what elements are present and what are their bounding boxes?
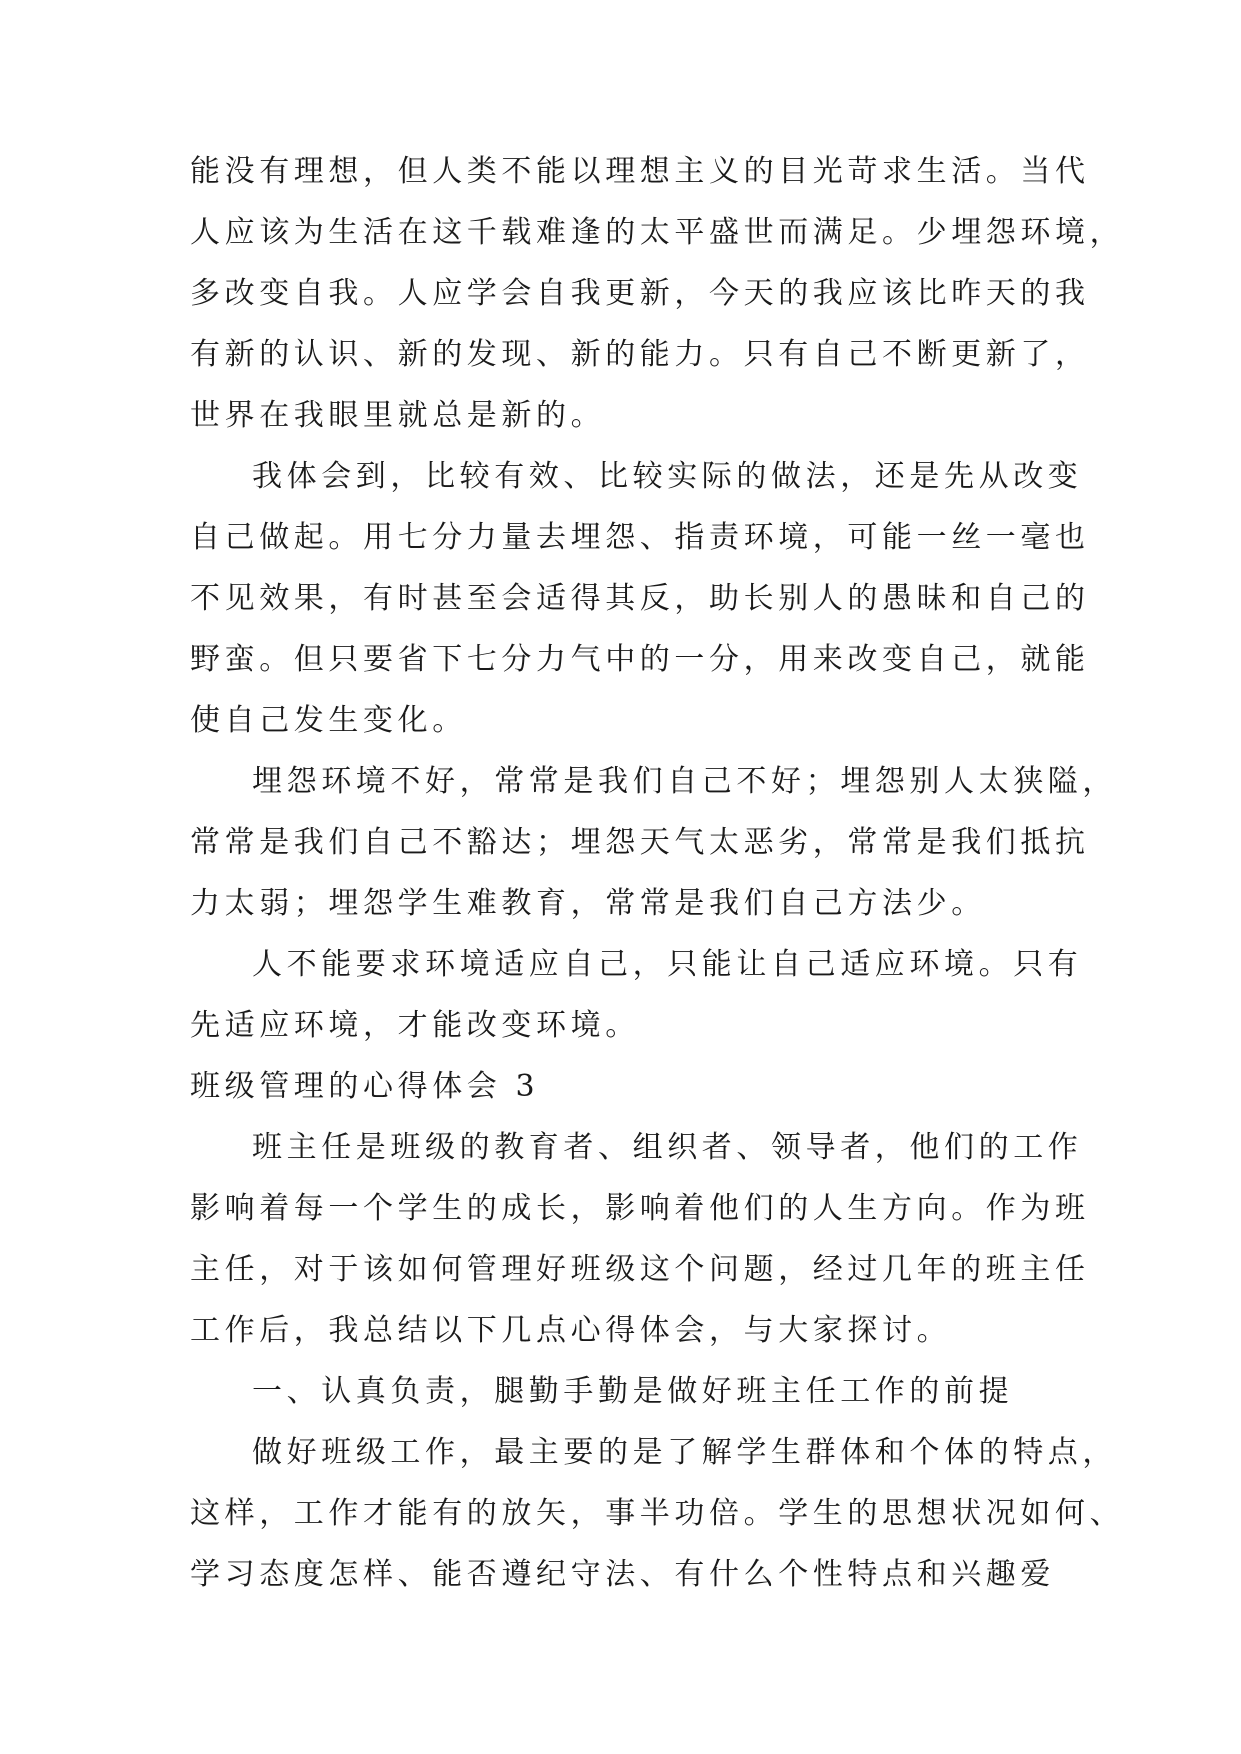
text-line: 人应该为生活在这千载难逢的太平盛世而满足。少埋怨环境， <box>190 215 1125 250</box>
text-line: 学习态度怎样、能否遵纪守法、有什么个性特点和兴趣爱 <box>190 1557 1055 1592</box>
section-heading: 班级管理的心得体会 3 <box>190 1069 540 1104</box>
text-line: 先适应环境，才能改变环境。 <box>190 1008 640 1043</box>
text-line: 野蛮。但只要省下七分力气中的一分，用来改变自己，就能 <box>190 642 1090 677</box>
paragraph-first-line: 我体会到，比较有效、比较实际的做法，还是先从改变 <box>252 459 1083 494</box>
text-line: 自己做起。用七分力量去埋怨、指责环境，可能一丝一毫也 <box>190 520 1090 555</box>
text-line: 世界在我眼里就总是新的。 <box>190 398 606 433</box>
text-line: 这样，工作才能有的放矢，事半功倍。学生的思想状况如何、 <box>190 1496 1125 1531</box>
text-line: 工作后，我总结以下几点心得体会，与大家探讨。 <box>190 1313 952 1348</box>
text-line: 力太弱；埋怨学生难教育，常常是我们自己方法少。 <box>190 886 986 921</box>
text-line: 影响着每一个学生的成长，影响着他们的人生方向。作为班 <box>190 1191 1090 1226</box>
text-line: 有新的认识、新的发现、新的能力。只有自己不断更新了， <box>190 337 1090 372</box>
subsection-heading: 一、认真负责，腿勤手勤是做好班主任工作的前提 <box>252 1374 1014 1409</box>
text-line: 主任，对于该如何管理好班级这个问题，经过几年的班主任 <box>190 1252 1090 1287</box>
text-line: 不见效果，有时甚至会适得其反，助长别人的愚昧和自己的 <box>190 581 1090 616</box>
paragraph-first-line: 人不能要求环境适应自己，只能让自己适应环境。只有 <box>252 947 1083 982</box>
paragraph-first-line: 埋怨环境不好，常常是我们自己不好；埋怨别人太狭隘， <box>252 764 1117 799</box>
text-line: 能没有理想，但人类不能以理想主义的目光苛求生活。当代 <box>190 154 1090 189</box>
text-line: 使自己发生变化。 <box>190 703 467 738</box>
text-line: 常常是我们自己不豁达；埋怨天气太恶劣，常常是我们抵抗 <box>190 825 1090 860</box>
text-line: 多改变自我。人应学会自我更新，今天的我应该比昨天的我 <box>190 276 1090 311</box>
paragraph-first-line: 做好班级工作，最主要的是了解学生群体和个体的特点， <box>252 1435 1117 1470</box>
paragraph-first-line: 班主任是班级的教育者、组织者、领导者，他们的工作 <box>252 1130 1083 1165</box>
